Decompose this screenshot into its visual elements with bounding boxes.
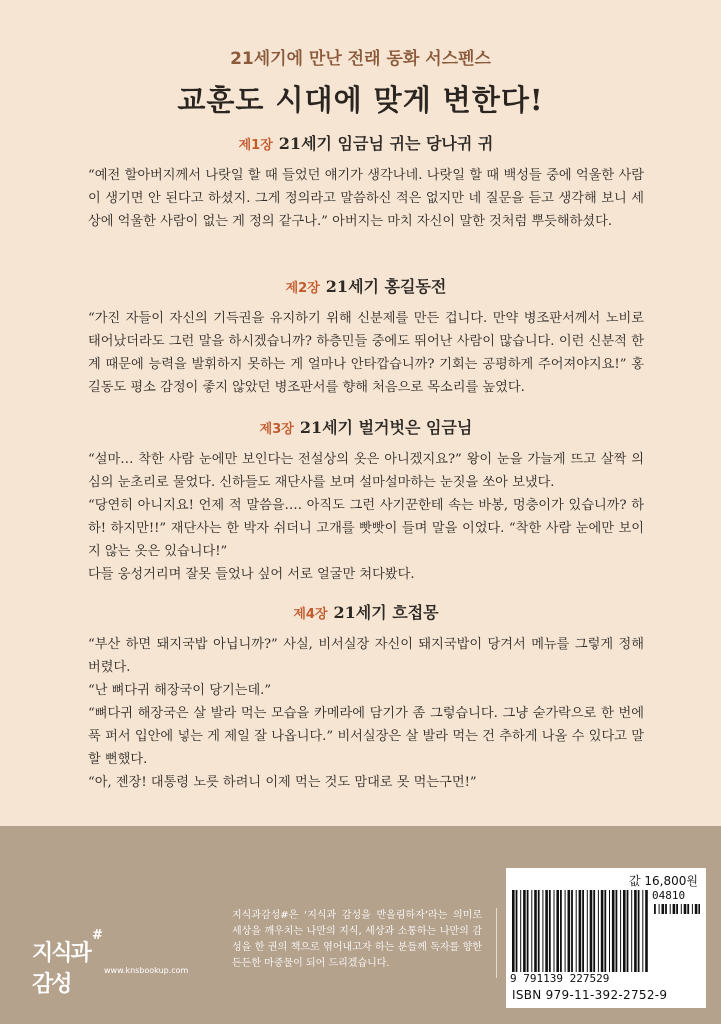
chapter-paragraph: 다들 웅성거리며 잘못 들었나 싶어 서로 얼굴만 쳐다봤다. <box>88 567 415 582</box>
chapter-title: 21세기 홍길동전 <box>325 277 447 296</box>
chapter-paragraph: “설마… 착한 사람 눈에만 보인다는 전설상의 옷은 아니겠지요?” 왕이 눈을 가늘게 뜨고 살짝 의심의 눈초리로 물었다. 신하들도 재단사를 보며 설마설마하는 눈짓을 쏘아 보냈다. <box>88 452 644 490</box>
addon-code: 04810 <box>652 889 686 902</box>
headline: 교훈도 시대에 맞게 변한다! <box>177 83 544 117</box>
chapter-paragraph: “뼈다귀 해장국은 살 발라 먹는 모습을 카메라에 담기가 좀 그렇습니다. 그냥 숟가락으로 한 번에 푹 퍼서 입안에 넣는 게 제일 잘 나옵니다.” 비서실장은 살 발라 먹는 건 추하게 나올 수 있다고 말할 뻔했다. <box>88 706 644 767</box>
chapter-title: 21세기 임금님 귀는 당나귀 귀 <box>278 134 494 153</box>
chapter-3 <box>88 415 644 586</box>
chapter-paragraph: “가진 자들이 자신의 기득권을 유지하기 위해 신분제를 만든 겁니다. 만약 병조판서께서 노비로 태어났더라도 그런 말을 하시겠습니까? 하층민들 중에도 뛰어난 사람이 많습니다. 이런 신분적 한계 때문에 능력을 발휘하지 못하는 게 얼마나 안타깝습니까? 기회는 공평하게 주어져야지요!” 홍길동도 평소 감정이 좋지 않았던 병조판서를 향해 처음으로 목소리를 높였다. <box>88 311 644 395</box>
chapter-heading <box>88 131 644 154</box>
chapter-heading <box>88 415 644 438</box>
chapter-paragraph: “당연히 아니지요! 언제 적 말씀을…. 아직도 그런 사기꾼한테 속는 바봉, 멍충이가 있습니까? 하하! 하지만!!” 재단사는 한 박자 쉬더니 고개를 빳빳이 들며 말을 이었다. “착한 사람 눈에만 보이지 않는 옷은 있습니다!” <box>88 498 644 559</box>
chapter-2 <box>88 274 644 399</box>
chapter-4 <box>88 600 644 794</box>
price-label: 값 16,800원 <box>629 874 698 888</box>
barcode-panel <box>506 868 706 1008</box>
chapter-1 <box>88 131 644 233</box>
hash-icon: # <box>92 928 103 943</box>
publisher-logo <box>32 928 103 997</box>
chapter-paragraph: “예전 할아버지께서 나랏일 할 때 들었던 얘기가 생각나네. 나랏일 할 때 백성들 중에 억울한 사람이 생기면 안 된다고 하셨지. 그게 정의라고 말씀하신 적은 없지만 네 질문을 듣고 생각해 보니 세상에 억울한 사람이 없는 게 정의 같구나.” 아버지는 마치 자신이 말한 것처럼 뿌듯해하셨다. <box>88 168 644 229</box>
chapter-heading <box>88 274 644 297</box>
divider <box>496 908 497 978</box>
chapter-title: 21세기 벌거벗은 임금님 <box>299 418 473 437</box>
chapter-paragraph: “난 뼈다귀 해장국이 당기는데.” <box>88 683 272 698</box>
barcode-icon <box>512 890 648 972</box>
logo-wordmark: 지식과감성 <box>32 941 90 997</box>
chapter-paragraph: “아, 젠장! 대통령 노릇 하려니 이제 먹는 것도 맘대로 못 먹는구먼!” <box>88 775 477 790</box>
barcode-number: 9 791139 227529 <box>510 972 610 985</box>
addon-barcode-icon <box>654 904 700 914</box>
chapter-heading <box>88 600 644 623</box>
tagline: 21세기에 만난 전래 동화 서스펜스 <box>230 49 491 69</box>
isbn-label: ISBN 979-11-392-2752-9 <box>512 988 668 1002</box>
chapter-number: 제4장 <box>293 607 328 622</box>
chapter-paragraph: “부산 하면 돼지국밥 아닙니까?” 사실, 비서실장 자신이 돼지국밥이 당겨서 메뉴를 그렇게 정해 버렸다. <box>88 637 644 675</box>
footer-band <box>0 826 721 1024</box>
chapter-number: 제1장 <box>238 138 273 153</box>
chapter-number: 제2장 <box>285 281 320 296</box>
chapter-title: 21세기 흐접몽 <box>333 603 439 622</box>
chapter-number: 제3장 <box>259 422 294 437</box>
publisher-url: www.knsbookup.com <box>104 966 189 975</box>
publisher-blurb: 지식과감성#은 ‘지식과 감성을 반올림하자’라는 의미로 세상을 깨우치는 나만의 지식, 세상과 소통하는 나만의 감성을 한 권의 책으로 엮어내고자 하는 분들께 독자를 향한 든든한 마중물이 되어 드리겠습니다. <box>232 910 482 969</box>
